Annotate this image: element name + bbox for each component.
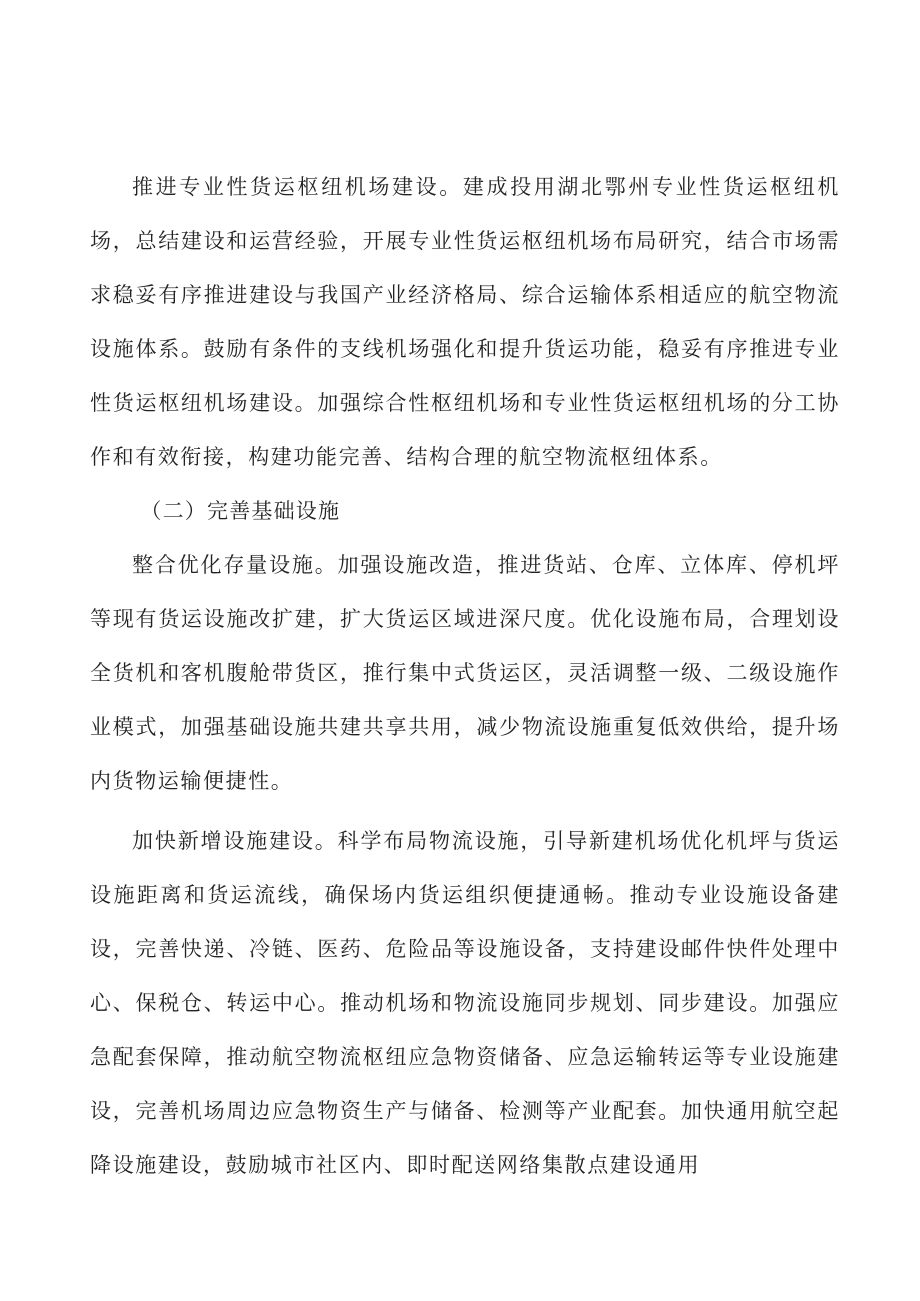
document-body bbox=[90, 160, 840, 1192]
paragraph-optimize-existing-facilities: 整合优化存量设施。加强设施改造，推进货站、仓库、立体库、停机坪等现有货运设施改扩建，扩大货运区域进深尺度。优化设施布局，合理划设全货机和客机腹舱带货区，推行集中式货运区，灵活调整一级、二级设施作业模式，加强基础设施共建共享共用，减少物流设施重复低效供给，提升场内货物运输便捷性。 bbox=[90, 553, 840, 793]
section-heading-infrastructure: （二）完善基础设施 bbox=[140, 499, 341, 523]
paragraph-new-facilities: 加快新增设施建设。科学布局物流设施，引导新建机场优化机坪与货运设施距离和货运流线，确保场内货运组织便捷通畅。推动专业设施设备建设，完善快递、冷链、医药、危险品等设施设备，支持建设邮件快件处理中心、保税仓、转运中心。推动机场和物流设施同步规划、同步建设。加强应急配套保障，推动航空物流枢纽应急物资储备、应急运输转运等专业设施建设，完善机场周边应急物资生产与储备、检测等产业配套。加快通用航空起降设施建设，鼓励城市社区内、即时配送网络集散点建设通用 bbox=[90, 829, 840, 1177]
paragraph-cargo-hub-airport: 推进专业性货运枢纽机场建设。建成投用湖北鄂州专业性货运枢纽机场，总结建设和运营经验，开展专业性货运枢纽机场布局研究，结合市场需求稳妥有序推进建设与我国产业经济格局、综合运输体系相适应的航空物流设施体系。鼓励有条件的支线机场强化和提升货运功能，稳妥有序推进专业性货运枢纽机场建设。加强综合性枢纽机场和专业性货运枢纽机场的分工协作和有效衔接，构建功能完善、结构合理的航空物流枢纽体系。 bbox=[90, 175, 840, 469]
